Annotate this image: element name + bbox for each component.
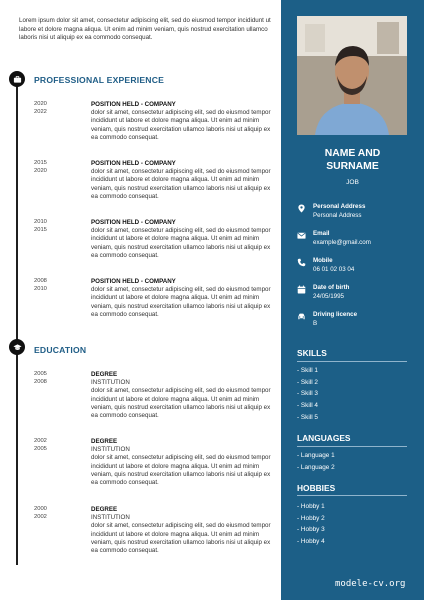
entry-description: dolor sit amet, consectetur adipiscing elit, sed do eiusmod tempor incididunt ut labore et dolore magna aliqua. Ut enim ad minim veniam, quis nostrud exercitation ullamco laboris nisi ut aliquip ex ea commodo consequat. <box>91 109 271 142</box>
hobby-item: - Hobby 4 <box>297 538 325 545</box>
entry-description: dolor sit amet, consectetur adipiscing elit, sed do eiusmod tempor incididunt ut labore et dolore magna aliqua. Ut enim ad minim veniam, quis nostrud exercitation ullamco laboris nisi ut aliquip ex ea commodo consequat. <box>91 387 271 420</box>
entry-dates: 2015 2020 <box>34 160 47 174</box>
footer-watermark: modele-cv.org <box>335 579 406 589</box>
hobbies-divider <box>297 495 407 496</box>
language-item: - Language 1 <box>297 452 335 459</box>
timeline-line <box>16 79 18 565</box>
entry-institution: INSTITUTION <box>91 514 130 521</box>
entry-description: dolor sit amet, consectetur adipiscing elit, sed do eiusmod tempor incididunt ut labore et dolore magna aliqua. Ut enim ad minim veniam, quis nostrud exercitation ullamco laboris nisi ut aliquip ex ea commodo consequat. <box>91 454 271 487</box>
entry-description: dolor sit amet, consectetur adipiscing elit, sed do eiusmod tempor incididunt ut labore et dolore magna aliqua. Ut enim ad minim veniam, quis nostrud exercitation ullamco laboris nisi ut aliquip ex ea commodo consequat. <box>91 227 271 260</box>
skill-item: - Skill 2 <box>297 379 318 386</box>
entry-dates: 2005 2008 <box>34 371 47 385</box>
entry-dates: 2010 2015 <box>34 219 47 233</box>
languages-divider <box>297 446 407 447</box>
hobby-item: - Hobby 2 <box>297 515 325 522</box>
map-pin-icon <box>297 204 306 213</box>
hobby-item: - Hobby 3 <box>297 526 325 533</box>
entry-dates: 2008 2010 <box>34 278 47 292</box>
car-icon <box>297 312 306 321</box>
languages-section-title: LANGUAGES <box>297 433 351 443</box>
language-item: - Language 2 <box>297 464 335 471</box>
skill-item: - Skill 4 <box>297 402 318 409</box>
skills-section-title: SKILLS <box>297 348 327 358</box>
skill-item: - Skill 1 <box>297 367 318 374</box>
entry-dates: 2002 2005 <box>34 438 47 452</box>
profile-job: JOB <box>346 179 359 186</box>
skill-item: - Skill 3 <box>297 390 318 397</box>
entry-description: dolor sit amet, consectetur adipiscing elit, sed do eiusmod tempor incididunt ut labore et dolore magna aliqua. Ut enim ad minim veniam, quis nostrud exercitation ullamco laboris nisi ut aliquip ex ea commodo consequat. <box>91 168 271 201</box>
profile-name: NAME AND SURNAME <box>324 148 381 172</box>
entry-title: DEGREE <box>91 506 118 513</box>
email-icon <box>297 231 306 240</box>
phone-icon <box>297 258 306 267</box>
education-section-title: EDUCATION <box>34 345 87 355</box>
entry-institution: INSTITUTION <box>91 446 130 453</box>
intro-text: Lorem ipsum dolor sit amet, consectetur adipiscing elit, sed do eiusmod tempor incididunt ut labore et dolore magna aliqua. Ut enim ad minim veniam, quis nostrud exercitation ullamco laboris nisi ut aliquip ex ea commodo consequat. <box>19 17 271 42</box>
entry-title: POSITION HELD - COMPANY <box>91 219 176 226</box>
entry-title: DEGREE <box>91 371 118 378</box>
entry-institution: INSTITUTION <box>91 379 130 386</box>
entry-title: DEGREE <box>91 438 118 445</box>
briefcase-icon <box>9 71 25 87</box>
skills-divider <box>297 361 407 362</box>
entry-description: dolor sit amet, consectetur adipiscing elit, sed do eiusmod tempor incididunt ut labore et dolore magna aliqua. Ut enim ad minim veniam, quis nostrud exercitation ullamco laboris nisi ut aliquip ex ea commodo consequat. <box>91 286 271 319</box>
entry-title: POSITION HELD - COMPANY <box>91 278 176 285</box>
graduation-cap-icon <box>9 339 25 355</box>
skill-item: - Skill 5 <box>297 414 318 421</box>
hobbies-section-title: HOBBIES <box>297 483 336 493</box>
calendar-icon <box>297 285 306 294</box>
sidebar: NAME AND SURNAME JOB Personal Address Personal Address Email example@gmail.com Mobile 06 01 02 03 04 Date of birth 24/05/1995 Driving licence B SKILLS - Skill 1 - Skill 2 - Skill 3 - Skill 4 - Skill 5 LANGUAGES - Language 1 - Language 2 HOBBIES - Hobby 1 - Hobby 2 - Hobby 3 - Hobby 4 <box>281 0 424 600</box>
entry-dates: 2020 2022 <box>34 101 47 115</box>
entry-title: POSITION HELD - COMPANY <box>91 160 176 167</box>
experience-section-title: PROFESSIONAL EXPERIENCE <box>34 75 165 85</box>
profile-photo <box>297 16 407 135</box>
entry-description: dolor sit amet, consectetur adipiscing elit, sed do eiusmod tempor incididunt ut labore et dolore magna aliqua. Ut enim ad minim veniam, quis nostrud exercitation ullamco laboris nisi ut aliquip ex ea commodo consequat. <box>91 522 271 555</box>
hobby-item: - Hobby 1 <box>297 503 325 510</box>
entry-title: POSITION HELD - COMPANY <box>91 101 176 108</box>
entry-dates: 2000 2002 <box>34 506 47 520</box>
